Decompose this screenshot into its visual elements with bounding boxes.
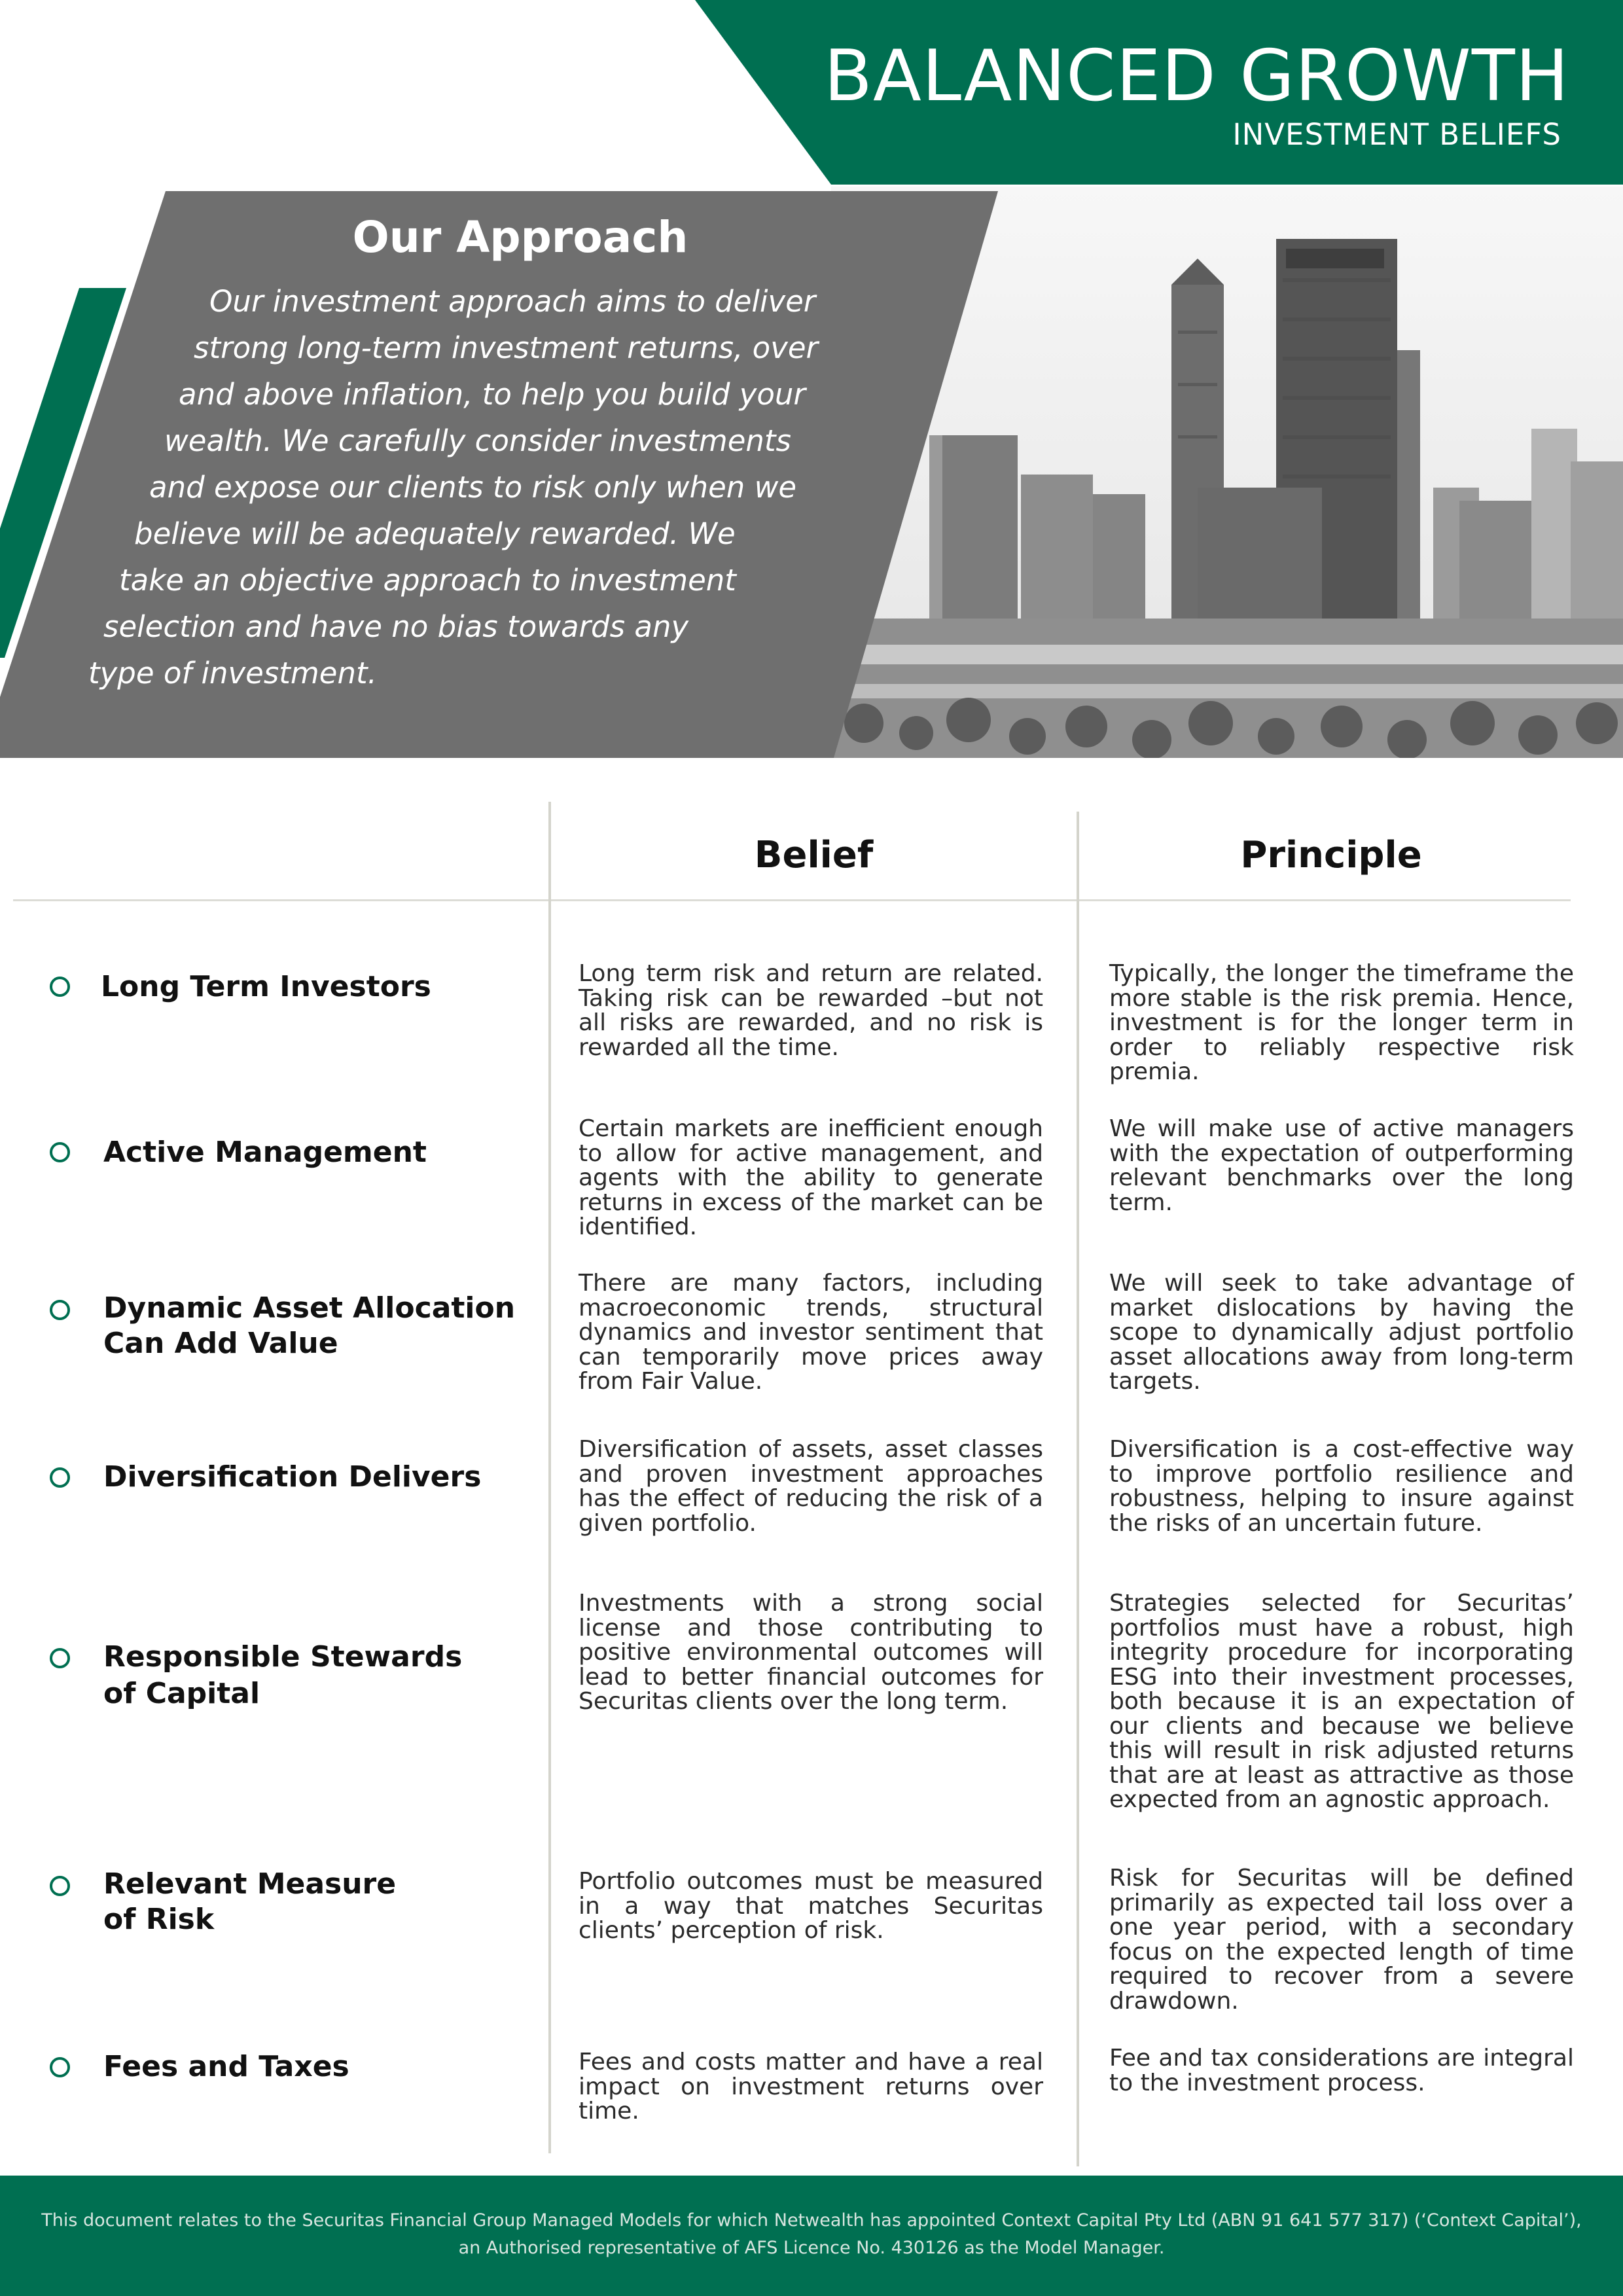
row-title: Active Management xyxy=(103,1136,427,1169)
principle-cell: We will make use of active managers with the expectation of outperforming relevant benchmarks over the long term. xyxy=(1109,1115,1574,1216)
circle-bullet-icon xyxy=(50,1876,70,1896)
approach-text-line: wealth. We carefully consider investments xyxy=(164,423,791,458)
approach-text-line: believe will be adequately rewarded. We xyxy=(134,516,736,551)
belief-cell: Long term risk and return are related. Taking risk can be rewarded –but not all risks are rewarded, and no risk is rewarded all the time. xyxy=(579,960,1043,1061)
circle-bullet-icon xyxy=(50,1648,70,1668)
principle-cell: Typically, the longer the timeframe the more stable is the risk premia. Hence, investment is for the longer term in order to reliably respective risk premia. xyxy=(1109,960,1574,1085)
approach-text-line: selection and have no bias towards any xyxy=(103,609,689,644)
row-title: Diversification Delivers xyxy=(103,1460,482,1494)
approach-text-line: strong long-term investment returns, over xyxy=(194,331,819,365)
approach-text-line: and expose our clients to risk only when we xyxy=(149,470,797,505)
row-title: Responsible Stewards of Capital xyxy=(103,1640,463,1710)
belief-cell: There are many factors, including macroeconomic trends, structural dynamics and investor sentiment that can temporarily move prices away from Fair Value. xyxy=(579,1270,1043,1395)
row-title: Fees and Taxes xyxy=(103,2050,349,2083)
row-title: Dynamic Asset Allocation Can Add Value xyxy=(103,1291,516,1360)
principle-cell: Strategies selected for Securitas’ portfolios must have a robust, high integrity procedure for incorporating ESG into their investment processes, both because it is an expectation of our clients and because we believe this will result in risk adjusted returns that are at least as attractive as those expected from an agnostic approach. xyxy=(1109,1590,1574,1813)
approach-text-line: and above inflation, to help you build your xyxy=(179,377,806,412)
circle-bullet-icon xyxy=(50,1142,70,1162)
footer-disclaimer-line: an Authorised representative of AFS Licence No. 430126 as the Model Manager. xyxy=(458,2238,1165,2258)
circle-bullet-icon xyxy=(50,1300,70,1320)
circle-bullet-icon xyxy=(50,1467,70,1488)
principle-cell: Fee and tax considerations are integral to the investment process. xyxy=(1109,2045,1574,2096)
principle-cell: We will seek to take advantage of market dislocations by having the scope to dynamically adjust portfolio asset allocations away from long-term targets. xyxy=(1109,1270,1574,1395)
belief-cell: Investments with a strong social license and those contributing to positive environmental outcomes will lead to better financial outcomes for Securitas clients over the long term. xyxy=(579,1590,1043,1715)
row-title: Long Term Investors xyxy=(101,970,431,1003)
circle-bullet-icon xyxy=(50,2057,70,2077)
column-divider xyxy=(548,802,551,2153)
header-divider xyxy=(13,899,1571,901)
column-divider xyxy=(1077,812,1079,2166)
belief-cell: Diversification of assets, asset classes and proven investment approaches has the effect of reducing the risk of a given portfolio. xyxy=(579,1436,1043,1537)
belief-cell: Certain markets are inefficient enough to allow for active management, and agents with the ability to generate returns in excess of the market can be identified. xyxy=(579,1115,1043,1240)
row-title: Relevant Measure of Risk xyxy=(103,1867,397,1936)
approach-text-line: Our investment approach aims to deliver xyxy=(209,284,816,319)
document-subtitle: INVESTMENT BELIEFS xyxy=(1232,117,1561,152)
column-header-belief: Belief xyxy=(754,834,874,876)
approach-text-line: take an objective approach to investment xyxy=(119,563,736,598)
column-header-principle: Principle xyxy=(1240,834,1422,876)
principle-cell: Diversification is a cost-effective way to improve portfolio resilience and robustness, helping to insure against the risks of an uncertain future. xyxy=(1109,1436,1574,1537)
approach-title: Our Approach xyxy=(352,212,688,262)
document-title: BALANCED GROWTH xyxy=(823,35,1569,117)
circle-bullet-icon xyxy=(50,977,70,997)
footer-disclaimer-line: This document relates to the Securitas Financial Group Managed Models for which Netwealth has appointed Context Capital Pty Ltd (ABN 91 641 577 317) (‘Context Capital’), xyxy=(41,2210,1582,2231)
belief-cell: Fees and costs matter and have a real impact on investment returns over time. xyxy=(579,2049,1043,2125)
principle-cell: Risk for Securitas will be defined primarily as expected tail loss over a one year period, with a secondary focus on the expected length of time required to recover from a severe drawdown. xyxy=(1109,1865,1574,2015)
belief-cell: Portfolio outcomes must be measured in a way that matches Securitas clients’ perception of risk. xyxy=(579,1868,1043,1944)
approach-text-line: type of investment. xyxy=(88,656,377,691)
